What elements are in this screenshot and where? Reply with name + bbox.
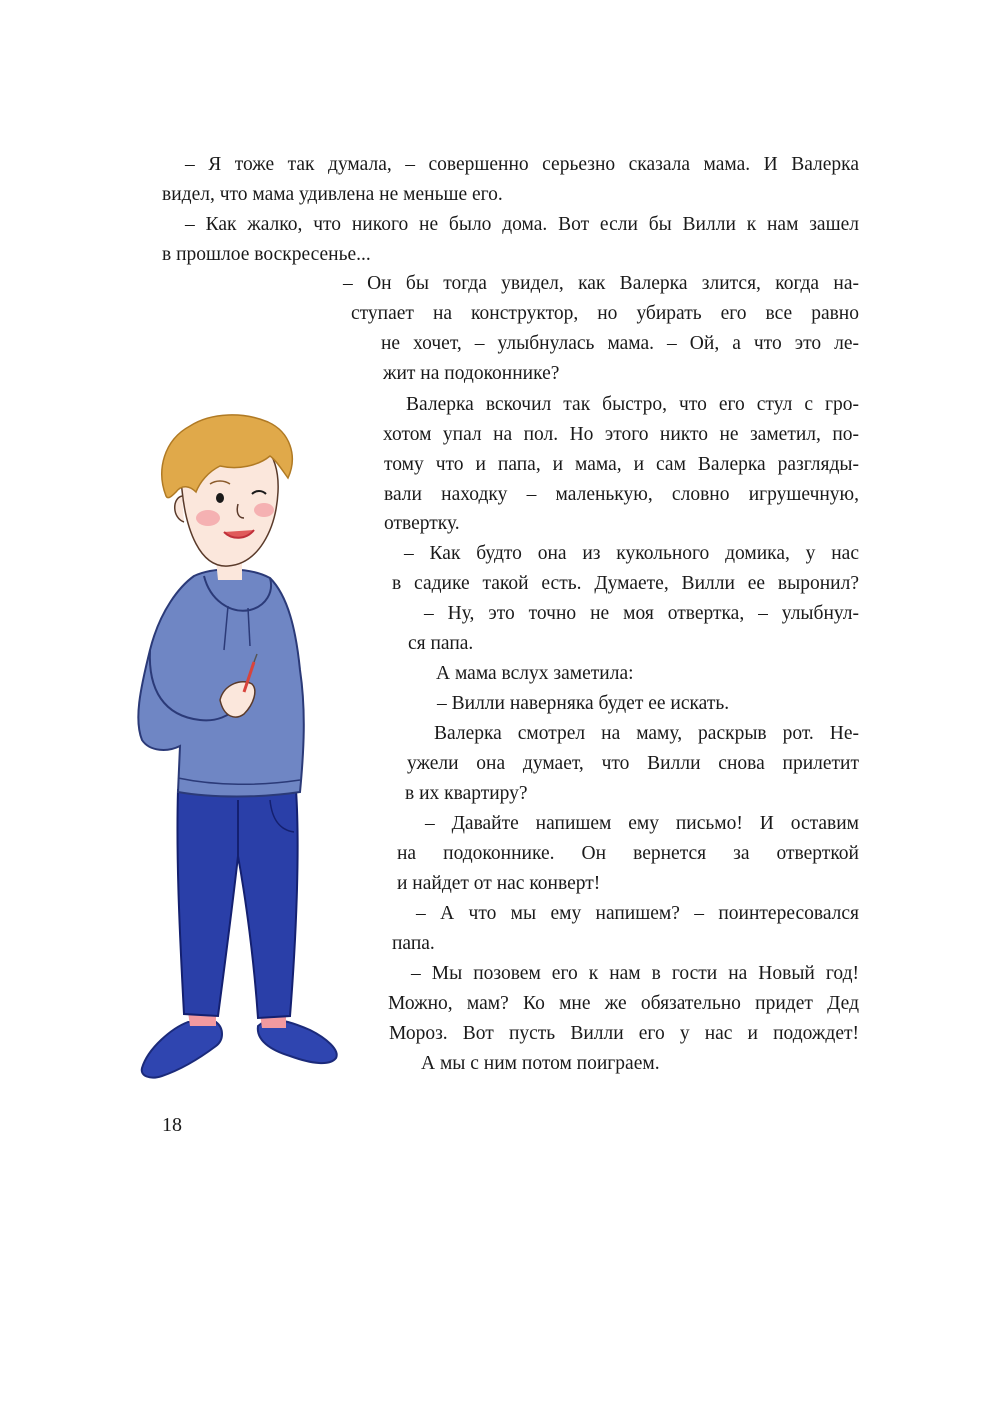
text-line: видел, что мама удивлена не меньше его. (162, 184, 503, 205)
text-line: – Вилли наверняка будет ее искать. (437, 693, 730, 714)
text-line: вали находку – маленькую, словно игрушечную, (384, 484, 859, 505)
left-shoe (142, 1022, 222, 1078)
text-line: Можно, мам? Ко мне же обязательно придет Дед (388, 993, 859, 1014)
text-line: – Я тоже так думала, – совершенно серьезно сказала мама. И Валерка (185, 154, 859, 175)
text-line: Валерка смотрел на маму, раскрыв рот. Не- (434, 723, 859, 744)
text-line: – Как будто она из кукольного домика, у нас (404, 543, 859, 564)
page-number: 18 (162, 1114, 182, 1136)
text-line: – Он бы тогда увидел, как Валерка злится, когда на- (343, 273, 859, 294)
text-line: – А что мы ему напишем? – поинтересовался (416, 903, 859, 924)
text-line: А мама вслух заметила: (436, 663, 634, 684)
text-line: – Ну, это точно не моя отвертка, – улыбнул- (424, 603, 859, 624)
text-line: – Как жалко, что никого не было дома. Вот если бы Вилли к нам зашел (185, 214, 859, 235)
text-line: на подоконнике. Он вернется за отверткой (397, 843, 859, 864)
text-line: – Мы позовем его к нам в гости на Новый год! (411, 963, 859, 984)
text-line: папа. (392, 933, 435, 954)
text-line: жит на подоконнике? (383, 363, 560, 384)
text-line: в их квартиру? (405, 783, 528, 804)
boy-illustration (120, 400, 370, 1100)
text-line: в садике такой есть. Думаете, Вилли ее выронил? (392, 573, 859, 594)
text-line: не хочет, – улыбнулась мама. – Ой, а что это ле- (381, 333, 859, 354)
text-line: ся папа. (408, 633, 474, 654)
text-line: Валерка вскочил так быстро, что его стул с гро- (406, 394, 859, 415)
text-line: ужели она думает, что Вилли снова прилетит (407, 753, 859, 774)
text-line: и найдет от нас конверт! (397, 873, 601, 894)
text-line: А мы с ним потом поиграем. (421, 1053, 660, 1074)
text-line: – Давайте напишем ему письмо! И оставим (425, 813, 859, 834)
text-line: Мороз. Вот пусть Вилли его у нас и подождет! (389, 1023, 859, 1044)
text-line: хотом упал на пол. Но этого никто не заметил, по- (383, 424, 859, 445)
text-line: ступает на конструктор, но убирать его все равно (351, 303, 859, 324)
text-line: тому что и папа, и мама, и сам Валерка разгляды- (384, 454, 859, 475)
text-line: в прошлое воскресенье... (162, 244, 371, 265)
text-line: отвертку. (384, 513, 460, 534)
